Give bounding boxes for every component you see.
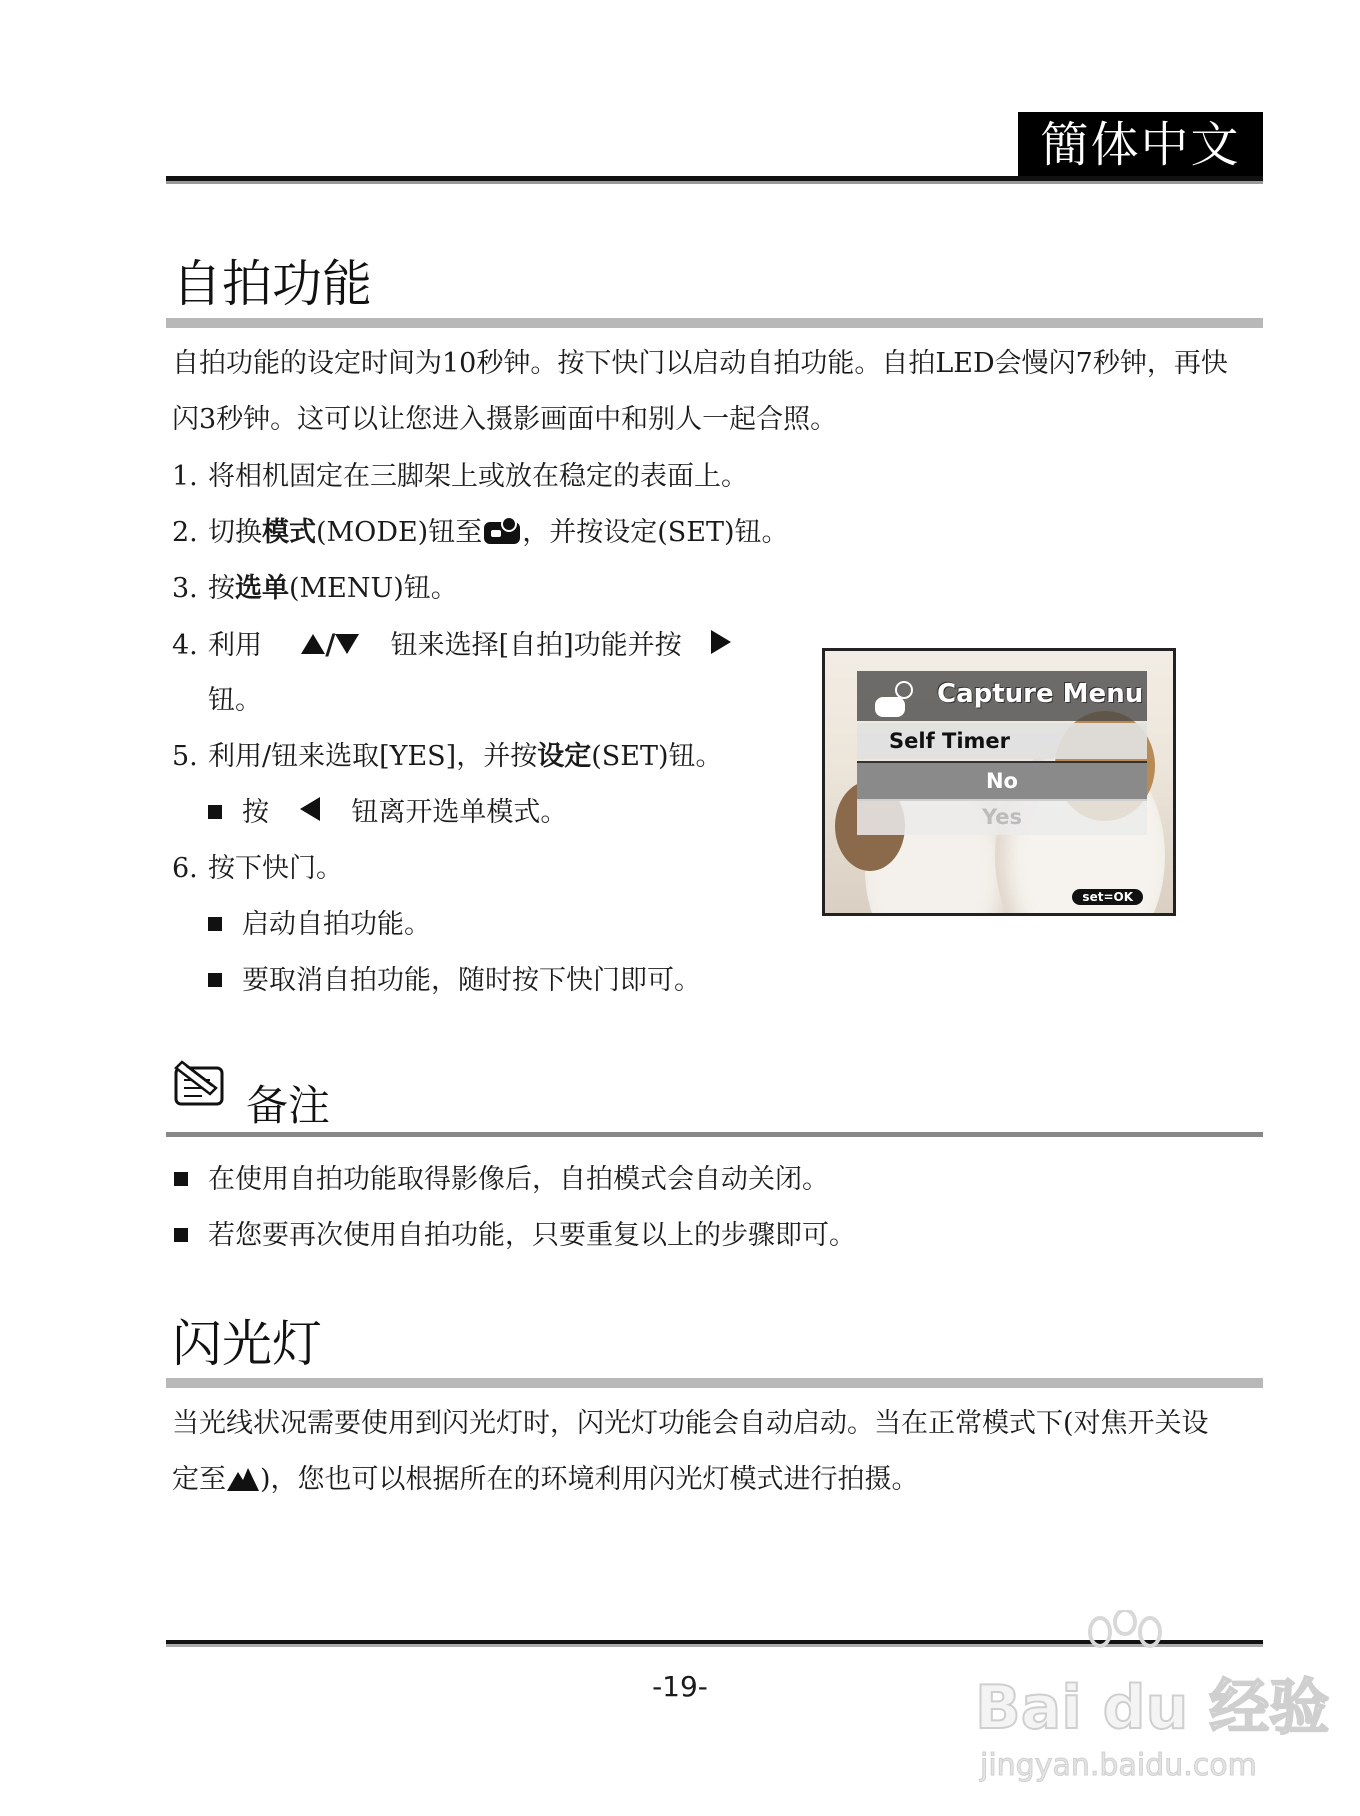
step-3 (172, 569, 458, 609)
step-text: 启动自拍功能。 (242, 909, 431, 940)
note-icon (172, 1058, 228, 1110)
note-item (174, 1216, 856, 1256)
notes-rule (166, 1132, 1263, 1137)
watermark-url: jingyan.baidu.com (980, 1748, 1257, 1783)
flash-text: )，您也可以根据所在的环境利用闪光灯模式进行拍摄。 (260, 1464, 919, 1495)
bullet-icon (174, 1228, 188, 1242)
step-bold: 模式 (262, 517, 316, 548)
page-number: -19- (652, 1670, 708, 1703)
step-4: 4. 利用 / 钮来选择[自拍]功能并按 (172, 625, 731, 666)
intro-line-2: 闪3秒钟。这可以让您进入摄影画面中和别人一起合照。 (172, 404, 838, 435)
language-tab: 簡体中文 (1018, 112, 1263, 178)
step-number: 5. (172, 741, 198, 772)
step-text: 要取消自拍功能，随时按下快门即可。 (242, 965, 701, 996)
step-text: 按下快门。 (208, 853, 343, 884)
step-text: (MODE)钮至 (316, 517, 483, 548)
camera-mode-icon (484, 522, 520, 544)
note-text: 若您要再次使用自拍功能，只要重复以上的步骤即可。 (208, 1220, 856, 1251)
step-6-sub-2 (208, 961, 701, 1001)
step-text: 利用 (208, 630, 262, 661)
section-rule (166, 1378, 1263, 1388)
note-text: 在使用自拍功能取得影像后，自拍模式会自动关闭。 (208, 1164, 829, 1195)
step-number: 1. (172, 461, 198, 492)
bullet-icon (208, 917, 222, 931)
menu-option-selected: No (857, 761, 1147, 801)
step-4-continued: 钮。 (208, 685, 262, 716)
mountain-icon (226, 1466, 260, 1492)
step-text: 将相机固定在三脚架上或放在稳定的表面上。 (208, 461, 748, 492)
menu-option: Yes (857, 799, 1147, 835)
flash-line-1: 当光线状况需要使用到闪光灯时，闪光灯功能会自动启动。当在正常模式下(对焦开关设 (172, 1408, 1209, 1439)
step-text: 钮来选择[自拍]功能并按 (390, 630, 682, 661)
step-text: 按 (242, 797, 269, 828)
down-arrow-icon (335, 634, 359, 654)
step-text: 钮离开选单模式。 (351, 797, 568, 828)
step-2 (172, 513, 789, 553)
right-arrow-icon (711, 630, 731, 654)
step-bold: 设定 (537, 741, 592, 772)
set-ok-hint: set=OK (1072, 889, 1143, 905)
menu-header (857, 671, 1147, 721)
flash-line-2 (172, 1452, 1262, 1508)
step-6 (172, 849, 343, 889)
step-text: ，并按设定(SET)钮。 (522, 517, 789, 548)
camera-screen-illustration (822, 648, 1176, 916)
section-rule (166, 318, 1263, 328)
step-5-sub (208, 793, 567, 833)
watermark-brand: Bai du 经验 (975, 1673, 1330, 1743)
bullet-icon (208, 973, 222, 987)
menu-title: Capture Menu (937, 679, 1144, 709)
header-rule (166, 176, 1263, 181)
step-text: (MENU)钮。 (289, 573, 458, 604)
note-item (174, 1160, 829, 1200)
intro-line-1: 自拍功能的设定时间为10秒钟。按下快门以启动自拍功能。自拍LED会慢闪7秒钟，再快 (172, 348, 1228, 379)
step-text: 切换 (208, 517, 262, 548)
step-text: 按 (208, 573, 235, 604)
step-text: 利用/钮来选取[YES]，并按 (208, 741, 538, 772)
bullet-icon (208, 805, 222, 819)
section-title-flash: 闪光灯 (172, 1315, 322, 1373)
left-arrow-icon (300, 797, 320, 821)
menu-item-label: Self Timer (857, 723, 1147, 759)
step-number: 3. (172, 573, 198, 604)
notes-title: 备注 (246, 1081, 331, 1130)
step-1 (172, 457, 748, 497)
step-number: 6. (172, 853, 198, 884)
step-6-sub-1 (208, 905, 431, 945)
flash-text: 定至 (172, 1464, 226, 1495)
up-arrow-icon (301, 634, 325, 654)
bullet-icon (174, 1172, 188, 1186)
camera-icon (869, 681, 919, 721)
step-bold: 选单 (235, 573, 289, 604)
step-text: (SET)钮。 (591, 741, 723, 772)
step-number: 4. (172, 630, 198, 661)
step-number: 2. (172, 517, 198, 548)
step-5 (172, 737, 723, 777)
section-title-self-timer: 自拍功能 (172, 255, 372, 313)
